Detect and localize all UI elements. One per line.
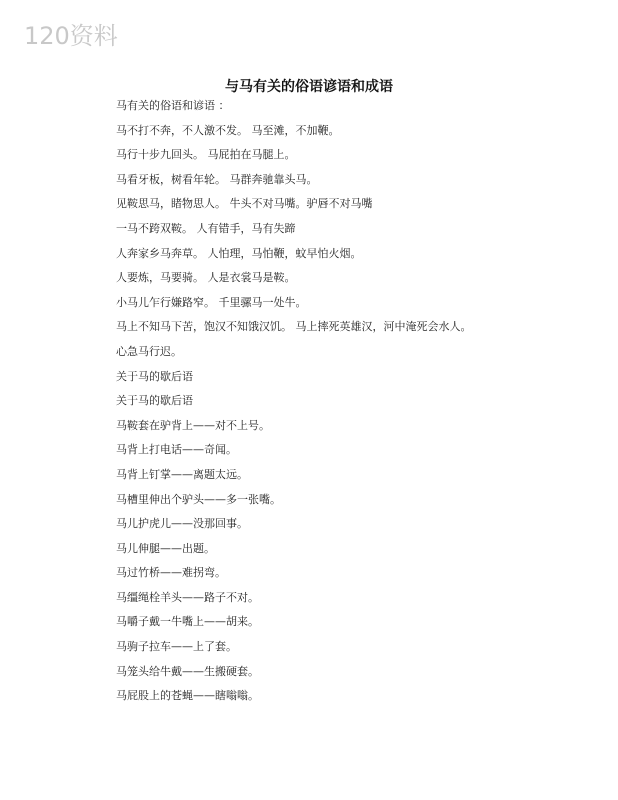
text-line: 马背上打电话——奇闻。 [116, 443, 237, 457]
text-line: 马看牙板，树看年轮。 马群奔驰靠头马。 [116, 172, 318, 186]
text-line: 马行十步九回头。 马屁拍在马腿上。 [116, 148, 296, 162]
text-line: 马背上钉掌——离题太远。 [116, 467, 248, 481]
text-line: 马槽里伸出个驴头——多一张嘴。 [116, 492, 281, 506]
text-line: 见鞍思马，睹物思人。 牛头不对马嘴。驴唇不对马嘴 [116, 197, 373, 211]
text-line: 心急马行迟。 [116, 344, 182, 358]
text-line: 马上不知马下苦，饱汉不知饿汉饥。 马上摔死英雄汉，河中淹死会水人。 [116, 320, 472, 334]
section-heading: 关于马的歇后语 [116, 394, 193, 408]
text-line: 马儿护虎儿——没那回事。 [116, 517, 248, 531]
document-title: 与马有关的俗语谚语和成语 [225, 79, 393, 95]
text-line: 马过竹桥——难拐弯。 [116, 566, 226, 580]
text-line: 马儿伸腿——出题。 [116, 541, 215, 555]
text-line: 马屁股上的苍蝇——瞎嗡嗡。 [116, 689, 259, 703]
text-line: 马不打不奔，不人激不发。 马至滩，不加鞭。 [116, 123, 340, 137]
text-line: 马笼头给牛戴——生搬硬套。 [116, 664, 259, 678]
text-line: 马驹子拉车——上了套。 [116, 640, 237, 654]
text-line: 马缰绳栓羊头——路子不对。 [116, 590, 259, 604]
section-heading: 关于马的歇后语 [116, 369, 193, 383]
watermark-logo: 120资料 [24, 22, 118, 50]
text-line: 人要炼，马要骑。 人是衣裳马是鞍。 [116, 271, 296, 285]
text-line: 小马儿乍行嫌路窄。 千里骡马一处牛。 [116, 295, 307, 309]
document-body [116, 100, 576, 701]
text-line: 马有关的俗语和谚语 ： [116, 99, 230, 112]
text-line: 一马不跨双鞍。 人有错手，马有失蹄 [116, 221, 296, 235]
text-line: 人奔家乡马奔草。 人怕理，马怕鞭，蚊早怕火烟。 [116, 246, 362, 260]
text-line: 马嚼子戴一牛嘴上——胡来。 [116, 615, 259, 629]
text-line: 马鞍套在驴背上——对不上号。 [116, 418, 270, 432]
